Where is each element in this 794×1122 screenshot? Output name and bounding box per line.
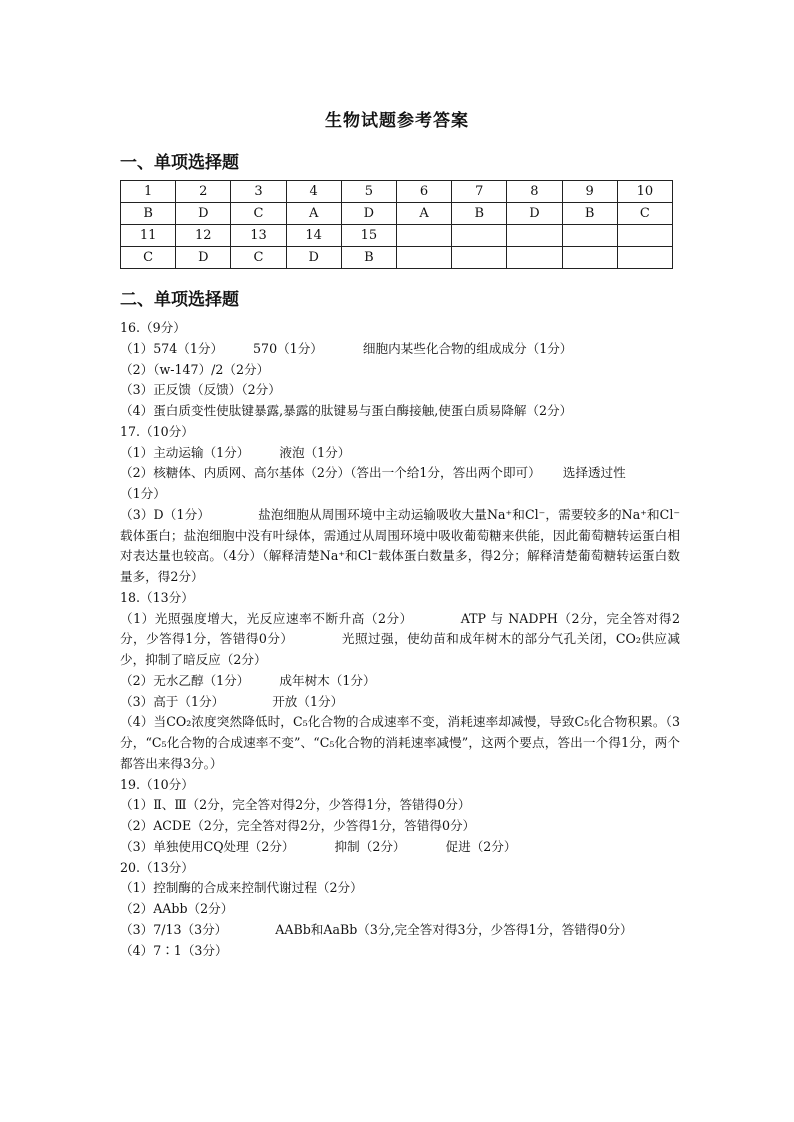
answer-table-cell: 12	[176, 225, 231, 247]
answer-table-cell	[507, 225, 562, 247]
answer-table-cell: C	[231, 203, 286, 225]
q18-heading: 18.（13分）	[120, 589, 194, 605]
answer-table-cell: C	[617, 203, 672, 225]
q20-part3-b: AABb和AaBb（3分,完全答对得3分，少答得1分，答错得0分）	[275, 921, 633, 937]
answer-table-cell: 8	[507, 181, 562, 203]
q19-part1: （1）Ⅱ、Ⅲ（2分，完全答对得2分，少答得1分，答错得0分）	[120, 797, 471, 813]
q18-part1-b: ATP 与 NADPH（2分，完全答对得2分，少答得1分，答错得0分）	[120, 610, 680, 647]
answer-table-cell: B	[341, 247, 396, 269]
answer-table-cell	[452, 225, 507, 247]
q17-part3	[120, 505, 680, 588]
answer-table-cell: 9	[562, 181, 617, 203]
answer-table-cell: D	[176, 247, 231, 269]
q17-part1-a: （1）主动运输（1分）	[120, 444, 250, 460]
q16-part1	[120, 339, 680, 360]
q19-part3-c: 促进（2分）	[445, 838, 517, 854]
q16-part1-c: 细胞内某些化合物的组成成分（1分）	[362, 340, 573, 356]
answer-table-cell	[396, 247, 451, 269]
q19-part2: （2）ACDE（2分，完全答对得2分，少答得1分，答错得0分）	[120, 818, 476, 833]
q18-part1-a: （1）光照强度增大，光反应速率不断升高（2分）	[120, 610, 413, 626]
answer-table-cell: 10	[617, 181, 672, 203]
answer-table-cell	[562, 247, 617, 269]
q19-part3-a: （3）单独使用CQ处理（2分）	[120, 838, 295, 854]
section-heading-2: 二、单项选择题	[120, 290, 239, 310]
answer-table-cell: D	[341, 203, 396, 225]
answer-table-cell: D	[176, 203, 231, 225]
answer-table-cell	[396, 225, 451, 247]
q18-part2	[120, 671, 680, 692]
q17-part2	[120, 463, 680, 484]
q16-part2: （2）（w-147）/2（2分）	[120, 361, 270, 377]
q16-part4: （4）蛋白质变性使肽键暴露,暴露的肽键易与蛋白酶接触,使蛋白质易降解（2分）	[120, 403, 573, 418]
answer-table-cell: 14	[286, 225, 341, 247]
answer-table-cell: 3	[231, 181, 286, 203]
q19-part3	[120, 837, 680, 858]
q20-part4: （4）7∶1（3分）	[120, 942, 228, 958]
answer-table-cell: A	[286, 203, 341, 225]
q18-part4: （4）当CO₂浓度突然降低时，C₅化合物的合成速率不变，消耗速率却减慢，导致C₅化合物积累。（3分，“C₅化合物的合成速率不变”、“C₅化合物的消耗速率减慢”，这两个要点，答出一个得1分，两个都答出来得3分。）	[120, 714, 680, 771]
answer-table-cell: D	[507, 203, 562, 225]
q18-part1-c: 光照过强，使幼苗和成年树木的部分气孔关闭，CO₂供应减少，抑制了暗反应（2分）	[120, 631, 680, 667]
answer-table-cell: 15	[341, 225, 396, 247]
q16-part1-b: 570（1分）	[253, 340, 323, 356]
q17-part3-b: 盐泡细胞从周围环境中主动运输吸收大量Na⁺和Cl⁻，需要较多的Na⁺和Cl⁻载体蛋白；盐泡细胞中没有叶绿体，需通过从周围环境中吸收葡萄糖来供能，因此葡萄糖转运蛋白相对表达量也较高。（4分）（解释清楚Na⁺和Cl⁻载体蛋白数量多，得2分；解释清楚葡萄糖转运蛋白数量多，得2分）	[120, 506, 680, 584]
q16-part1-a: （1）574（1分）	[120, 340, 224, 356]
answer-table-cell: C	[121, 247, 176, 269]
answer-table-cell: A	[396, 203, 451, 225]
page-title: 生物试题参考答案	[325, 111, 469, 131]
answer-table-cell: 7	[452, 181, 507, 203]
answer-table-cell: 1	[121, 181, 176, 203]
answer-table	[120, 180, 673, 269]
answer-table-cell	[452, 247, 507, 269]
answer-table-cell: 11	[121, 225, 176, 247]
q17-part1	[120, 443, 680, 464]
answer-table-cell: D	[286, 247, 341, 269]
q20-heading: 20.（13分）	[120, 859, 194, 875]
q20-part1: （1）控制酶的合成来控制代谢过程（2分）	[120, 880, 363, 896]
q19-heading: 19.（10分）	[120, 776, 194, 792]
answer-table-cell	[617, 225, 672, 247]
q20-part2: （2）AAbb（2分）	[120, 901, 234, 916]
q20-part3	[120, 920, 680, 941]
answer-table-cell: 6	[396, 181, 451, 203]
q17-part2-score: （1分）	[120, 486, 166, 501]
q17-part2-a: （2）核糖体、内质网、高尔基体（2分）（答出一个给1分，答出两个即可）	[120, 465, 541, 481]
q17-heading: 17.（10分）	[120, 423, 194, 439]
answer-table-cell	[507, 247, 562, 269]
q17-part1-b: 液泡（1分）	[279, 444, 351, 460]
answer-table-row	[121, 203, 673, 225]
q18-part2-b: 成年树木（1分）	[279, 672, 376, 688]
answer-table-cell: 5	[341, 181, 396, 203]
q18-part3-a: （3）高于（1分）	[120, 693, 225, 709]
answer-table-cell: 2	[176, 181, 231, 203]
q17-part2-b: 选择透过性	[562, 465, 626, 481]
section-heading-1: 一、单项选择题	[120, 153, 239, 173]
q20-part3-a: （3）7/13（3分）	[120, 921, 228, 937]
answer-table-row	[121, 247, 673, 269]
answer-table-cell: B	[452, 203, 507, 225]
answer-table-cell: B	[121, 203, 176, 225]
answer-table-row	[121, 181, 673, 203]
answers-body	[120, 318, 680, 961]
q18-part3-b: 开放（1分）	[272, 693, 344, 709]
answer-table-row	[121, 225, 673, 247]
answer-table-cell: B	[562, 203, 617, 225]
q16-heading: 16.（9分）	[120, 320, 186, 335]
answer-table-cell: 4	[286, 181, 341, 203]
q16-part3: （3）正反馈（反馈）（2分）	[120, 382, 281, 398]
answer-table-cell	[617, 247, 672, 269]
q17-part3-a: （3）D（1分）	[120, 506, 211, 522]
q19-part3-b: 抑制（2分）	[334, 838, 406, 854]
q18-part3	[120, 692, 680, 713]
answer-table-cell: 13	[231, 225, 286, 247]
q18-part1	[120, 609, 680, 671]
answer-table-cell: C	[231, 247, 286, 269]
q18-part2-a: （2）无水乙醇（1分）	[120, 672, 250, 688]
answer-table-cell	[562, 225, 617, 247]
